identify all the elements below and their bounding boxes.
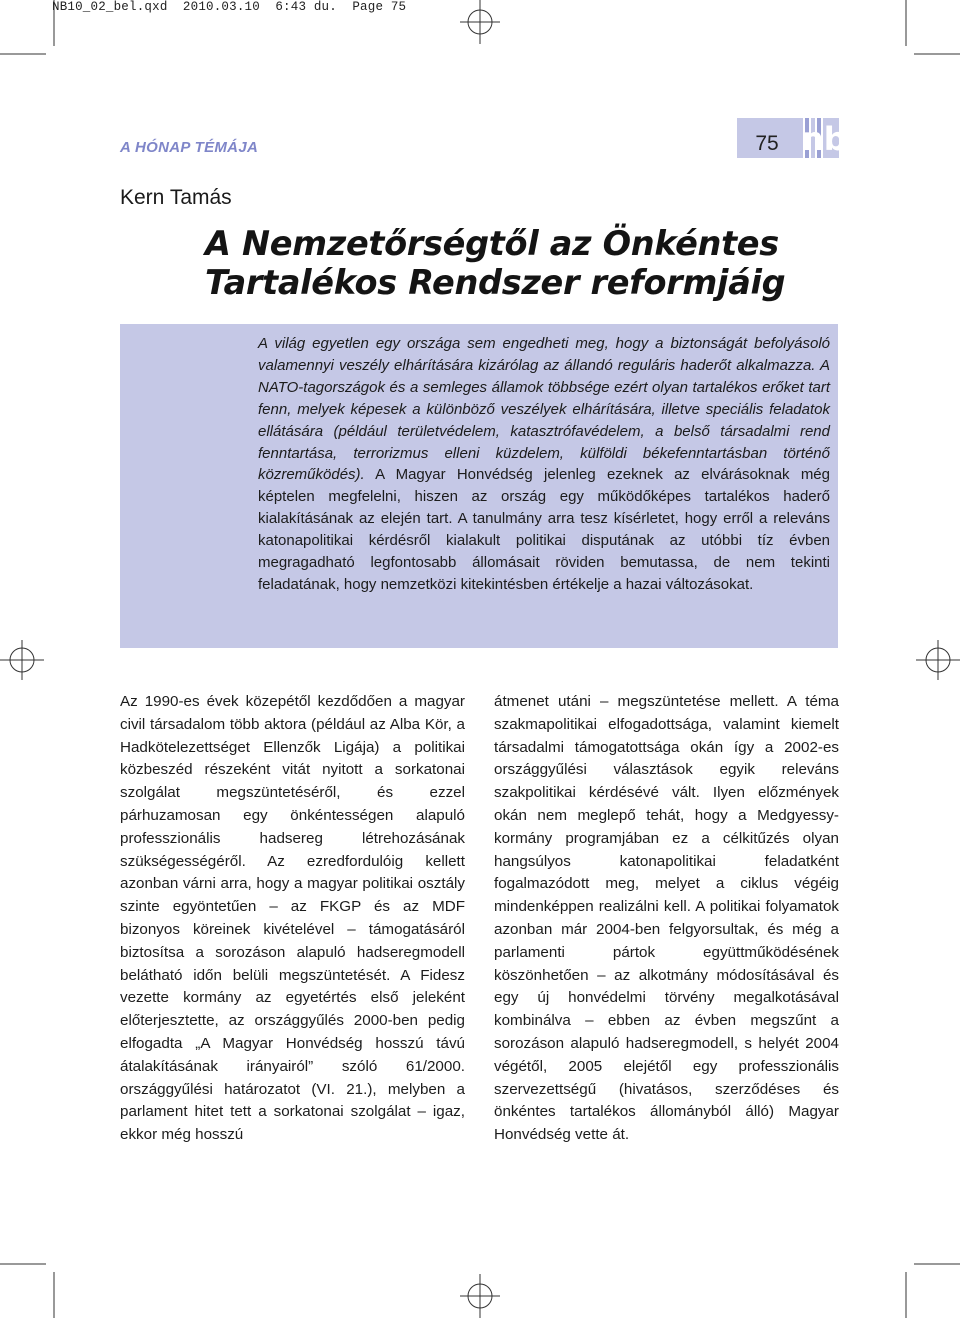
section-label: A HÓNAP TÉMÁJA: [120, 139, 259, 156]
title-line-1: A Nemzetőrségtől az Önkéntes: [205, 224, 779, 263]
body-paragraph-left: Az 1990-es évek közepétől kezdődően a magyar civil társadalom több aktora (például az Alba Kör, a Hadkötelezettséget Ellenzők Ligája) a politikai közbeszéd részeként vitát nyitott a sorkatonai szolgálat megszüntetéséről, és ezzel párhuzamosan egy önkéntességen alapuló professzionális hadsereg létrehozásának szükségességéről. Az ezredfordulóig kellett azonban várni arra, hogy a magyar politikai osztály szinte egyöntetűen – az FKGP és az MDF bizonyos köreinek kivételével – támogatásáról biztosítsa a sorozáson alapuló hadseregmodell belátható időn belüli megszüntetését. A Fidesz vezette kormány az egyetértés első jeleként előterjesztette, az országgyűlés 2000-ben pedig elfogadta „A Magyar Honvédség hosszú távú átalakításának irányairól” szóló 61/2000. országgyűlési határozatot (VI. 21.), melyben a parlament hitet tett a sorkatonai szolgálat – igaz, ekkor még hosszú: [120, 693, 465, 1144]
page-number-box: [737, 118, 797, 158]
abstract-text: [258, 333, 830, 596]
body-paragraph-right: átmenet utáni – megszüntetése mellett. A téma szakmapolitikai elfogadottsága, valamint kiemelt társadalmi támogatottsága okán így a 2002-es országgyűlési választások egyik releváns szakpolitikai kérdésévé vált. Ilyen előzmények okán nem meglepő tehát, hogy a Medgyessy-kormány programjában ez a célkitűzés olyan hangsúlyos katonapolitikai feladatként fogalmazódott meg, melyet a ciklus végéig mindenképpen realizálni kell. A politikai folyamatok azonban már 2004-ben felgyorsultak, és még a parlamenti pártok együttműködésének köszönhetően – az alkotmány módosításával és egy új honvédelmi törvény megalkotásával kombinálva – ebben az évben megszűnt a sorozáson alapuló hadseregmodell, s helyét 2004 végétől, 2005 elejétől egy professzionális szervezettségű (hivatásos, szerződéses és önkéntes tartalékos állományból álló) Magyar Honvédség vette át.: [494, 693, 839, 1144]
page-number: 75: [755, 132, 779, 155]
print-slug: NB10_02_bel.qxd 2010.03.10 6:43 du. Page 75: [52, 0, 407, 14]
article-title: [205, 224, 786, 302]
title-line-2: Tartalékos Rendszer reformjáig: [205, 263, 786, 302]
abstract-box: [120, 324, 838, 648]
body-column-right: [494, 691, 839, 1147]
abstract-italic: A világ egyetlen egy országa sem engedheti meg, hogy a biztonságát befolyásoló valamennyi veszély elhárítására kizárólag az állandó reguláris haderőt alkalmazza. A NATO-tagországok és a semleges államok többsége ezért olyan tartalékos erőket tart fenn, melyek képesek a különböző veszélyek elhárítására, illetve speciális feladatok ellátására (például területvédelem, katasztrófavédelem, a belső társadalmi rend fenntartása, terrorizmus elleni küzdelem, külföldi békefenntartásban történő közreműködés).: [258, 335, 830, 484]
abstract-regular: A Magyar Honvédség jelenleg ezeknek az elvárásoknak még képtelen megfelelni, hiszen az ország egy működőképes tartalékos haderő kialakításának az elején tart. A tanulmány arra tesz kísérletet, hogy erről a releváns katonapolitikai kérdésről kialakult politikai disputának az utóbbi tíz évben megragadható legfontosabb állomásait röviden bemutassa, de nem tekinti feladatának, hogy nemzetközi kitekintésben értékelje a hazai változásokat.: [258, 466, 830, 593]
author-name: Kern Tamás: [120, 186, 232, 209]
body-column-left: [120, 691, 465, 1147]
nb-logo: [797, 118, 847, 163]
logo-text: nb: [801, 120, 847, 158]
